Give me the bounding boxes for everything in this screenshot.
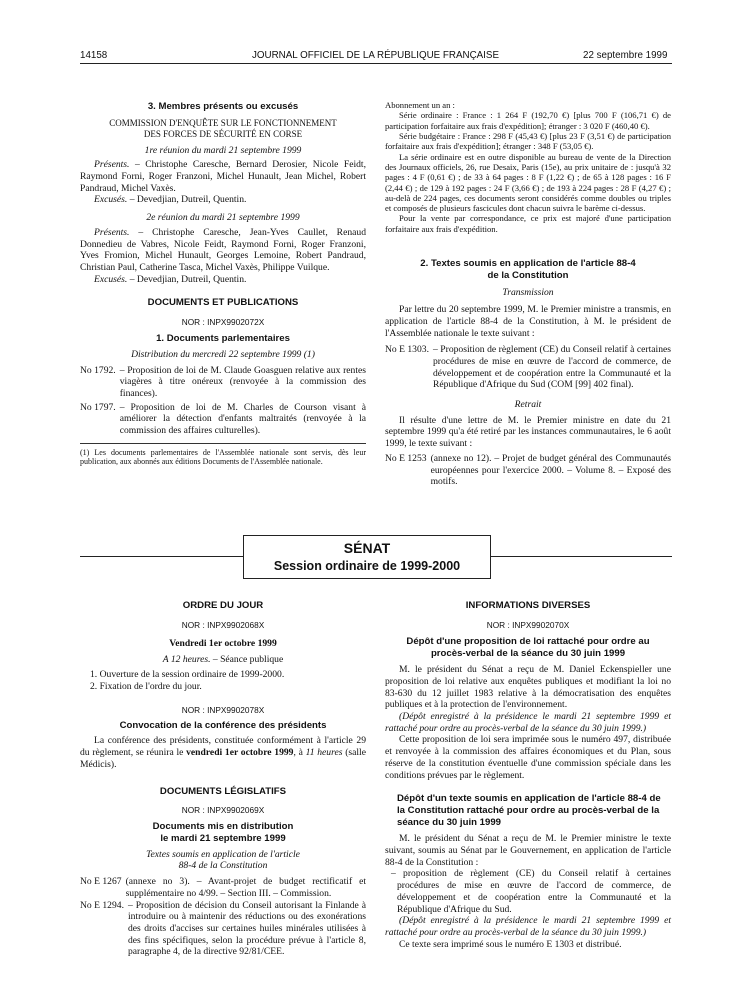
- conv-heading: Convocation de la conférence des présidents: [119, 719, 327, 731]
- ordre-point: 2. Fixation de l'ordre du jour.: [90, 680, 202, 692]
- list-item: No 1792. – Proposition de loi de M. Claude Goasguen relative aux rentes viagères à titre onéreux (renvoyée à la commission des finances).: [80, 364, 366, 399]
- ordre-time: A 12 heures. – Séance publique: [162, 653, 284, 665]
- meeting2-excused: Excusés. – Devedjian, Dutreil, Quentin.: [94, 273, 247, 285]
- depot1-p2: (Dépôt enregistré à la présidence le mardi 21 septembre 1999 et rattaché pour ordre au procès-verbal de la séance du 30 juin 1999.): [385, 711, 671, 734]
- depot1-p1: M. le président du Sénat a reçu de M. Daniel Eckenspieller une proposition de loi relative aux enquêtes publiques et modifiant la loi no 83-630 du 12 juillet 1983 relative à la démocratisation des enquêtes publiques et à la protection de l'environnement.: [385, 664, 671, 711]
- depot2-p3: Ce texte sera imprimé sous le numéro E 1303 et distribué.: [399, 938, 622, 950]
- list-item: No 1797. – Proposition de loi de M. Charles de Courson visant à améliorer la détection d'enfants maltraités (renvoyée à la commission des affaires culturelles).: [80, 401, 366, 437]
- meeting1-present: Présents. – Christophe Caresche, Bernard Derosier, Nicole Feidt, Raymond Forni, Roger Franzoni, Michel Hunault, Jean Michel, Robert Pandraud, Michel Vaxès.: [80, 159, 366, 194]
- depot2-p1: M. le président du Sénat a reçu de M. le Premier ministre le texte suivant, soumis au Sénat par le Gouvernement, en application de l'article 88-4 de la Constitution :: [385, 833, 671, 868]
- senat-title: SÉNAT: [343, 540, 391, 556]
- conv-nor: NOR : INPX9902078X: [181, 704, 265, 715]
- footnote-rule: [80, 443, 366, 444]
- depot2-p2: (Dépôt enregistré à la présidence le mardi 21 septembre 1999 et rattaché pour ordre au procès-verbal de la séance du 30 juin 1999.): [385, 915, 671, 938]
- meeting2-title: 2e réunion du mardi 21 septembre 1999: [146, 212, 300, 224]
- depot2-item: – proposition de règlement (CE) du Conseil relatif à certaines procédures de mise en œuvre de l'accord de commerce, de développement et de coopération entre la Communauté et la République d'Afrique du Sud.: [391, 868, 671, 915]
- commission-title: COMMISSION D'ENQUÊTE SUR LE FONCTIONNEMENT DES FORCES DE SÉCURITÉ EN CORSE: [109, 117, 337, 139]
- divider-right: [490, 556, 672, 557]
- retrait-label: Retrait: [514, 399, 542, 411]
- footnote: (1) Les documents parlementaires de l'Assemblée nationale sont servis, dès leur publication, aux abonnés aux éditions Documents de l'Assemblée nationale.: [80, 447, 366, 467]
- senat-box: [243, 535, 491, 579]
- parl-docs-heading: 1. Documents parlementaires: [156, 333, 290, 345]
- vente-bureau: La série ordinaire est en outre disponible au bureau de vente de la Direction des Journaux officiels, 26, rue Desaix, Paris (15e), au prix unitaire de : jusqu'à 32 pages : 4 F (0,61 €) ; de 33 à 64 pages : 8 F (1,22 €) ; de 65 à 128 pages : 16 F (2,44 €) ; de 129 à 192 pages : 24 F (3,66 €) ; de 193 à 224 pages : 28 F (4,27 €) ; au-delà de 224 pages, ces documents seront considérés comme doubles ou triples et composés de plusieurs fascicules dont chacun suivra le barème ci-dessus.: [385, 151, 671, 214]
- transmission-label: Transmission: [502, 287, 554, 299]
- right-top-column-2: [385, 258, 671, 488]
- conv-text: La conférence des présidents, constituée conformément à l'article 29 du règlement, se réunira le vendredi 1er octobre 1999, à 11 heures (salle Médicis).: [80, 735, 366, 770]
- leg-subheading: Documents mis en distribution le mardi 21 septembre 1999: [152, 821, 294, 845]
- meeting1-excused: Excusés. – Devedjian, Dutreil, Quentin.: [94, 194, 247, 206]
- list-item: No E 1303. – Proposition de règlement (CE) du Conseil relatif à certaines procédures de mise en œuvre de l'accord de commerce, de développement et de coopération entre la Communauté et la République d'Afrique du Sud (COM [99] 402 final).: [385, 344, 671, 391]
- leg-nor: NOR : INPX9902069X: [181, 805, 265, 816]
- abonnement-label: Abonnement un an :: [385, 100, 455, 110]
- senat-session: Session ordinaire de 1999-2000: [273, 559, 461, 574]
- journal-title: JOURNAL OFFICIEL DE LA RÉPUBLIQUE FRANÇAISE: [252, 50, 499, 61]
- right-top-column: [385, 100, 671, 234]
- transmission-text: Par lettre du 20 septembre 1999, M. le Premier ministre a transmis, en application de l'article 88-4 de la Constitution, à M. le président de l'Assemblée nationale le texte suivant :: [385, 304, 671, 339]
- info-heading: INFORMATIONS DIVERSES: [465, 600, 591, 611]
- info-nor: NOR : INPX9902070X: [486, 619, 570, 630]
- docs-publications-heading: DOCUMENTS ET PUBLICATIONS: [147, 297, 299, 309]
- divider-left: [80, 556, 243, 557]
- meeting1-title: 1re réunion du mardi 21 septembre 1999: [144, 144, 302, 156]
- art88-heading: 2. Textes soumis en application de l'article 88-4 de la Constitution: [420, 258, 636, 281]
- page-date: 22 septembre 1999: [583, 50, 668, 61]
- docs-nor: NOR : INPX9902072X: [181, 317, 265, 328]
- meeting2-present: Présents. – Christophe Caresche, Jean-Yves Caullet, Renaud Donnedieu de Vabres, Nicole Feidt, Raymond Forni, Roger Franzoni, Yves Fromion, Michel Hunault, Georges Lemoine, Robert Pandraud, Christian Paul, Catherine Tasca, Michel Vaxès, Philippe Vuilque.: [80, 226, 366, 273]
- distribution-line: Distribution du mercredi 22 septembre 1999 (1): [131, 348, 315, 360]
- serie-budgetaire: Série budgétaire : France : 298 F (45,43 €) [plus 23 F (3,51 €) de participation forfaitaire aux frais d'expédition]; étranger : 348 F (53,05 €).: [385, 130, 671, 152]
- ordre-date: Vendredi 1er octobre 1999: [169, 637, 277, 649]
- ordre-point: 1. Ouverture de la session ordinaire de 1999-2000.: [90, 669, 285, 681]
- page-number: 14158: [80, 50, 108, 61]
- leg-heading: DOCUMENTS LÉGISLATIFS: [159, 785, 287, 797]
- list-item: No E 1267 (annexe no 3). – Avant-projet de budget rectificatif et supplémentaire no 4/99. – Section III. – Commission.: [80, 876, 366, 899]
- ordre-nor: NOR : INPX9902068X: [181, 619, 265, 630]
- ordre-du-jour-heading: ORDRE DU JOUR: [182, 600, 264, 611]
- header-rule: [80, 63, 672, 64]
- left-bottom-column: [80, 600, 366, 958]
- retrait-text: Il résulte d'une lettre de M. le Premier ministre en date du 21 septembre 1999 qu'a été retiré par les instances communautaires, le 6 août 1999, le texte suivant :: [385, 414, 671, 450]
- list-item: No E 1294. – Proposition de décision du Conseil autorisant la Finlande à introduire ou à maintenir des réductions ou des exonérations des droits d'accises sur certaines huiles minérales utilisées à des fins spécifiques, selon la procédure prévue à l'article 8, paragraphe 4, de la directive 92/81/CEE.: [80, 899, 366, 958]
- right-bottom-column: [385, 600, 671, 950]
- members-heading: 3. Membres présents ou excusés: [147, 101, 299, 112]
- depot2-heading: Dépôt d'un texte soumis en application de l'article 88-4 de la Constitution rattaché pour ordre au procès-verbal de la séance du 30 juin 1999: [397, 793, 661, 828]
- list-item: No E 1253 (annexe no 12). – Projet de budget général des Communautés européennes pour l'exercice 2000. – Volume 8. – Exposé des motifs.: [385, 452, 671, 488]
- vente-correspondance: Pour la vente par correspondance, ce prix est majoré d'une participation forfaitaire aux frais d'expédition.: [385, 213, 671, 234]
- serie-ordinaire: Série ordinaire : France : 1 264 F (192,70 €) [plus 700 F (106,71 €) de participation forfaitaire aux frais d'expédition]; étranger : 3 020 F (460,40 €).: [385, 110, 671, 131]
- depot1-p3: Cette proposition de loi sera imprimée sous le numéro 497, distribuée et renvoyée à la commission des affaires économiques et du Plan, sous réserve de la constitution éventuelle d'une commission spéciale dans les conditions prévues par le règlement.: [385, 734, 671, 781]
- depot1-heading: Dépôt d'une proposition de loi rattaché pour ordre au procès-verbal de la séance du 30 juin 1999: [406, 635, 650, 659]
- leg-subheading-2: Textes soumis en application de l'article 88-4 de la Constitution: [146, 848, 300, 872]
- left-top-column: [80, 101, 366, 467]
